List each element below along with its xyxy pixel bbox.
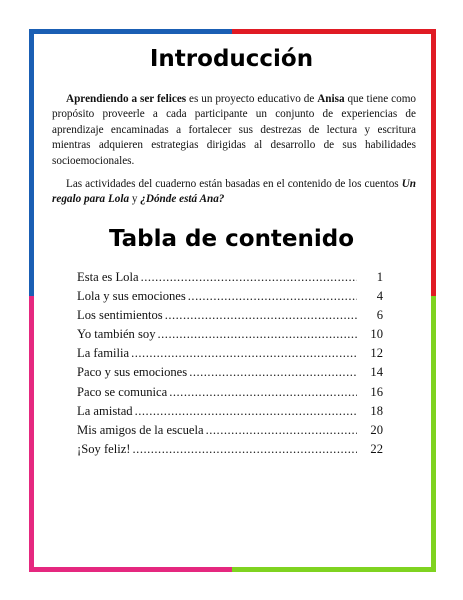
intro-paragraph-2 xyxy=(52,177,416,208)
story-title-2: ¿Dónde está Ana? xyxy=(140,193,225,206)
toc-entry-page: 16 xyxy=(370,384,383,399)
toc-entry-title: Los sentimientos xyxy=(77,308,163,323)
intro-heading: Introducción xyxy=(149,46,314,72)
toc-entry-page: 18 xyxy=(370,403,383,418)
story-title-1: Un regalo para Lola xyxy=(52,178,416,206)
toc-entry xyxy=(77,327,383,346)
toc-leader-dots xyxy=(135,404,357,419)
toc-entry-page: 22 xyxy=(370,441,383,456)
toc-entry xyxy=(77,423,383,442)
frame-right-bottom-green xyxy=(431,296,436,572)
toc-entry-title: Paco se comunica xyxy=(77,384,168,399)
toc-leader-dots xyxy=(133,442,357,457)
intro-text xyxy=(52,92,416,208)
toc-entry-title: Paco y sus emociones xyxy=(77,365,188,380)
toc-entry xyxy=(77,385,383,404)
toc-entry-page: 1 xyxy=(376,270,383,284)
intro-p2-text-a: Las actividades del cuaderno están basadas en el contenido de los cuentos xyxy=(66,178,402,191)
toc-entry-page: 14 xyxy=(370,365,383,380)
toc-entry xyxy=(77,270,383,289)
toc-entry xyxy=(77,346,383,365)
toc-entry-title: La amistad xyxy=(77,403,133,418)
toc-entry-title: Esta es Lola xyxy=(77,270,139,284)
intro-paragraph-1 xyxy=(52,92,416,169)
table-of-contents xyxy=(77,270,383,461)
intro-p2-conjunction: y xyxy=(129,193,141,206)
frame-bottom-left-pink xyxy=(29,567,232,572)
frame-top-right-red xyxy=(232,29,436,34)
toc-entry-page: 6 xyxy=(376,308,383,323)
toc-entry-title: La familia xyxy=(77,346,130,361)
toc-leader-dots xyxy=(131,346,357,361)
toc-entry xyxy=(77,404,383,423)
toc-entry-title: Yo también soy xyxy=(77,327,156,342)
intro-p1-text-a: es un proyecto educativo de xyxy=(186,93,318,105)
toc-leader-dots xyxy=(158,327,358,342)
toc-leader-dots xyxy=(165,308,357,323)
toc-heading: Tabla de contenido xyxy=(108,226,355,252)
frame-top-left-blue xyxy=(29,29,232,34)
toc-entry-page: 20 xyxy=(370,422,383,437)
toc-leader-dots xyxy=(169,385,357,400)
toc-entry xyxy=(77,365,383,384)
toc-entry xyxy=(77,308,383,327)
toc-entry xyxy=(77,289,383,308)
toc-leader-dots xyxy=(206,423,357,438)
toc-entry-title: Lola y sus emociones xyxy=(77,289,186,304)
toc-entry-page: 4 xyxy=(376,289,383,304)
toc-leader-dots xyxy=(188,289,357,304)
toc-entry-title: ¡Soy feliz! xyxy=(77,441,131,456)
frame-bottom-right-green xyxy=(232,567,436,572)
project-name: Aprendiendo a ser felices xyxy=(66,93,187,105)
toc-leader-dots xyxy=(189,365,357,380)
toc-entry xyxy=(77,442,383,461)
organization-name: Anisa xyxy=(317,93,345,105)
toc-entry-page: 10 xyxy=(370,327,383,342)
toc-entry-title: Mis amigos de la escuela xyxy=(77,422,204,437)
toc-entry-page: 12 xyxy=(370,346,383,361)
intro-p1-text-b: que tiene como propósito proveerle a cada participante un conjunto de experiencias de aprendizaje encaminadas a fortalecer sus destrezas de lectura y escritura mientras adquieren estrategias dirigidas al desarrollo de sus habilidades socioemocionales. xyxy=(52,93,416,167)
toc-leader-dots xyxy=(141,270,357,285)
frame-left-bottom-pink xyxy=(29,296,34,572)
